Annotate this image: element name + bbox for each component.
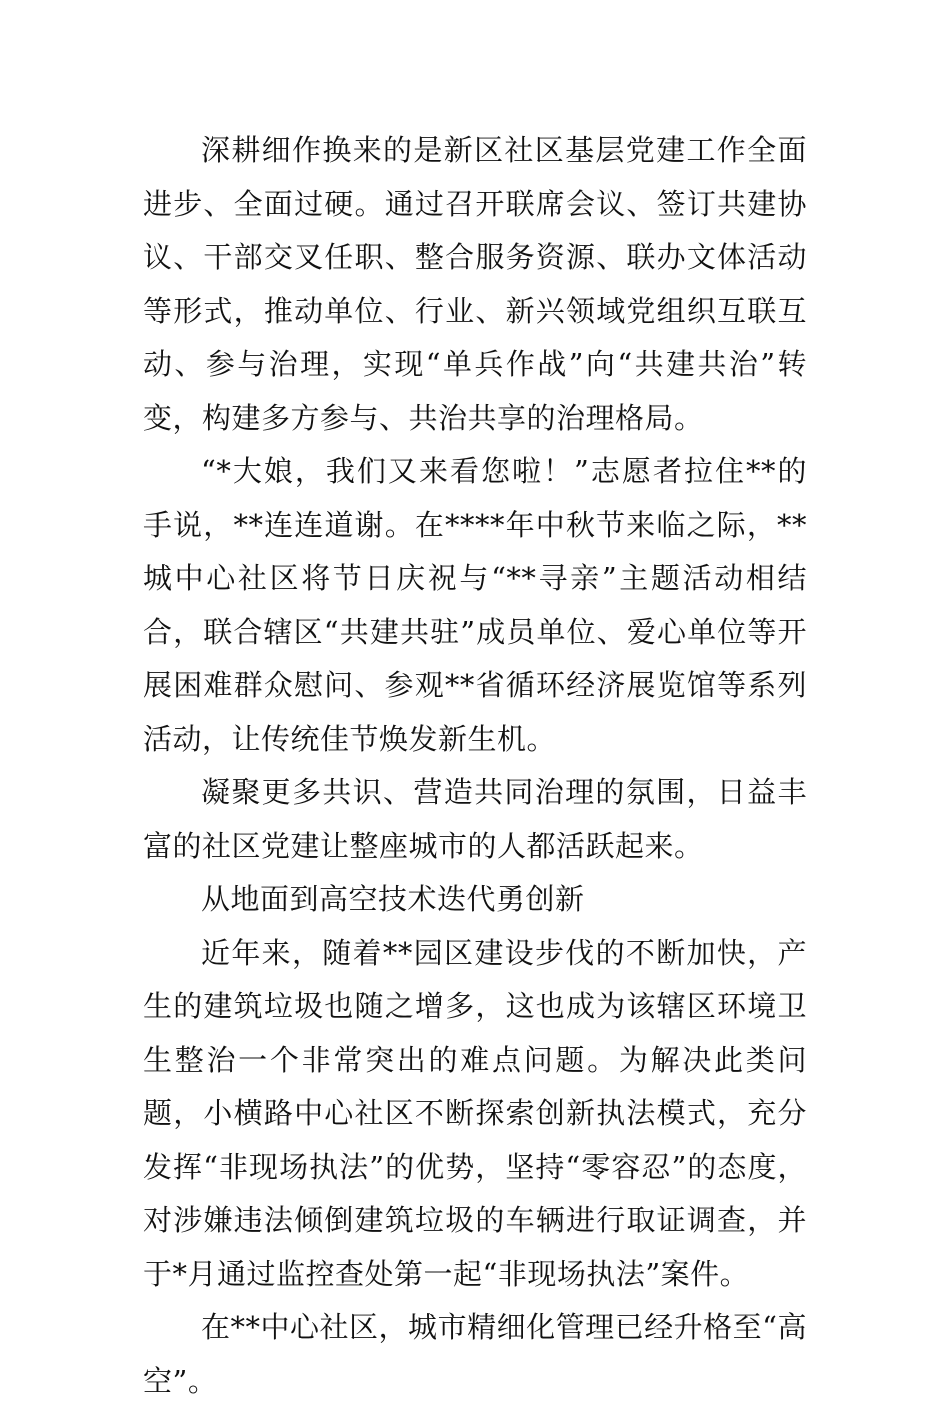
paragraph-party-building-progress: 深耕细作换来的是新区社区基层党建工作全面进步、全面过硬。通过召开联席会议、签订共建协议、干部交叉任职、整合服务资源、联办文体活动等形式，推动单位、行业、新兴领域党组织互联互动、参与治理，实现“单兵作战”向“共建共治”转变，构建多方参与、共治共享的治理格局。 bbox=[143, 133, 807, 435]
paragraph-construction-waste: 近年来，随着**园区建设步伐的不断加快，产生的建筑垃圾也随之增多，这也成为该辖区环境卫生整治一个非常突出的难点问题。为解决此类问题，小横路中心社区不断探索创新执法模式，充分发挥“非现场执法”的优势，坚持“零容忍”的态度，对涉嫌违法倾倒建筑垃圾的车辆进行取证调查，并于*月通过监控查处第一起“非现场执法”案件。 bbox=[143, 935, 807, 1291]
paragraph-high-altitude-management: 在**中心社区，城市精细化管理已经升格至“高空”。 bbox=[143, 1310, 807, 1398]
document-body bbox=[143, 124, 807, 1408]
paragraph-mid-autumn-volunteers: “*大娘，我们又来看您啦！”志愿者拉住**的手说，**连连道谢。在****年中秋节来临之际，**城中心社区将节日庆祝与“**寻亲”主题活动相结合，联合辖区“共建共驻”成员单位、爱心单位等开展困难群众慰问、参观**省循环经济展览馆等系列活动，让传统佳节焕发新生机。 bbox=[143, 454, 807, 756]
section-subheading: 从地面到高空技术迭代勇创新 bbox=[201, 882, 585, 916]
paragraph-consensus: 凝聚更多共识、营造共同治理的氛围，日益丰富的社区党建让整座城市的人都活跃起来。 bbox=[143, 775, 807, 863]
